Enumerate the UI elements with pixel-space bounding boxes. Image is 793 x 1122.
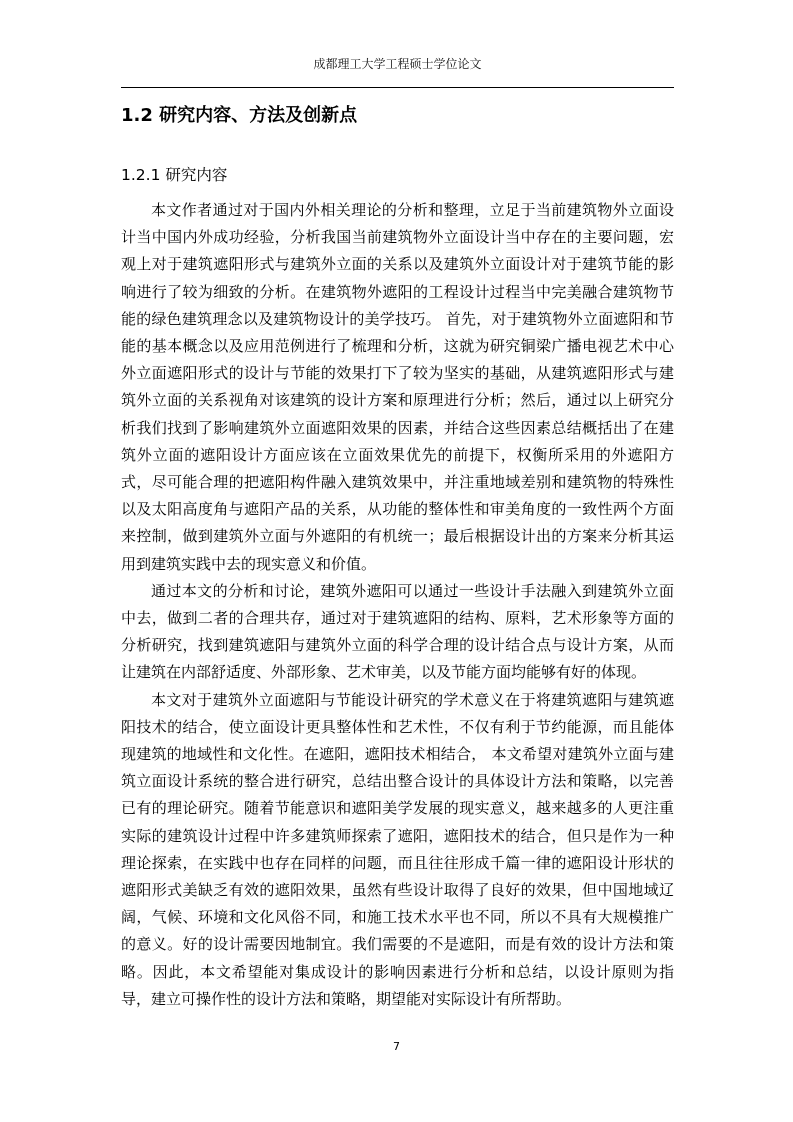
paragraph: 本文对于建筑外立面遮阳与节能设计研究的学术意义在于将建筑遮阳与建筑遮阳技术的结合，使立面设计更具整体性和艺术性，不仅有利于节约能源，而且能体现建筑的地域性和文化性。在遮阳，遮阳技术相结合， 本文希望对建筑外立面与建筑立面设计系统的整合进行研究，总结出整合设计的具体设计方法和策略，以完善已有的理论研究。随着节能意识和遮阳美学发展的现实意义，越来越多的人更注重实际的建筑设计过程中许多建筑师探索了遮阳，遮阳技术的结合，但只是作为一种理论探索，在实践中也存在同样的问题，而且往往形成千篇一律的遮阳设计形状的遮阳形式美缺乏有效的遮阳效果，虽然有些设计取得了良好的效果，但中国地域辽阔，气候、环境和文化风俗不同，和施工技术水平也不同，所以不具有大规模推广的意义。好的设计需要因地制宜。我们需要的不是遮阳，而是有效的设计方法和策略。因此，本文希望能对集成设计的影响因素进行分析和总结，以设计原则为指导，建立可操作性的设计方法和策略，期望能对实际设计有所帮助。 (121, 690, 674, 1008)
header-rule (121, 87, 674, 88)
subsection-title: 1.2.1 研究内容 (121, 166, 228, 184)
section-title: 1.2 研究内容、方法及创新点 (121, 105, 358, 126)
paragraph: 通过本文的分析和讨论，建筑外遮阳可以通过一些设计手法融入到建筑外立面中去，做到二者的合理共存，通过对于建筑遮阳的结构、原料，艺术形象等方面的分析研究，找到建筑遮阳与建筑外立面的科学合理的设计结合点与设计方案，从而让建筑在内部舒适度、外部形象、艺术审美，以及节能方面均能够有好的体现。 (121, 581, 674, 682)
running-header: 成都理工大学工程硕士学位论文 (313, 57, 482, 71)
paragraph: 本文作者通过对于国内外相关理论的分析和整理，立足于当前建筑物外立面设计当中国内外成功经验，分析我国当前建筑物外立面设计当中存在的主要问题，宏观上对于建筑遮阳形式与建筑外立面的关系以及建筑外立面设计对于建筑节能的影响进行了较为细致的分析。在建筑物外遮阳的工程设计过程当中完美融合建筑物节能的绿色建筑理念以及建筑物设计的美学技巧。 首先，对于建筑物外立面遮阳和节能的基本概念以及应用范例进行了梳理和分析，这就为研究铜梁广播电视艺术中心外立面遮阳形式的设计与节能的效果打下了较为坚实的基础，从建筑遮阳形式与建筑外立面的关系视角对该建筑的设计方案和原理进行分析；然后，通过以上研究分析我们找到了影响建筑外立面遮阳效果的因素，并结合这些因素总结概括出了在建筑外立面的遮阳设计方面应该在立面效果优先的前提下，权衡所采用的外遮阳方式，尽可能合理的把遮阳构件融入建筑效果中，并注重地域差别和建筑物的特殊性以及太阳高度角与遮阳产品的关系，从功能的整体性和审美角度的一致性两个方面来控制，做到建筑外立面与外遮阳的有机统一；最后根据设计出的方案来分析其运用到建筑实践中去的现实意义和价值。 (121, 201, 674, 573)
body-text (121, 197, 674, 1013)
page-number: 7 (393, 1040, 400, 1053)
